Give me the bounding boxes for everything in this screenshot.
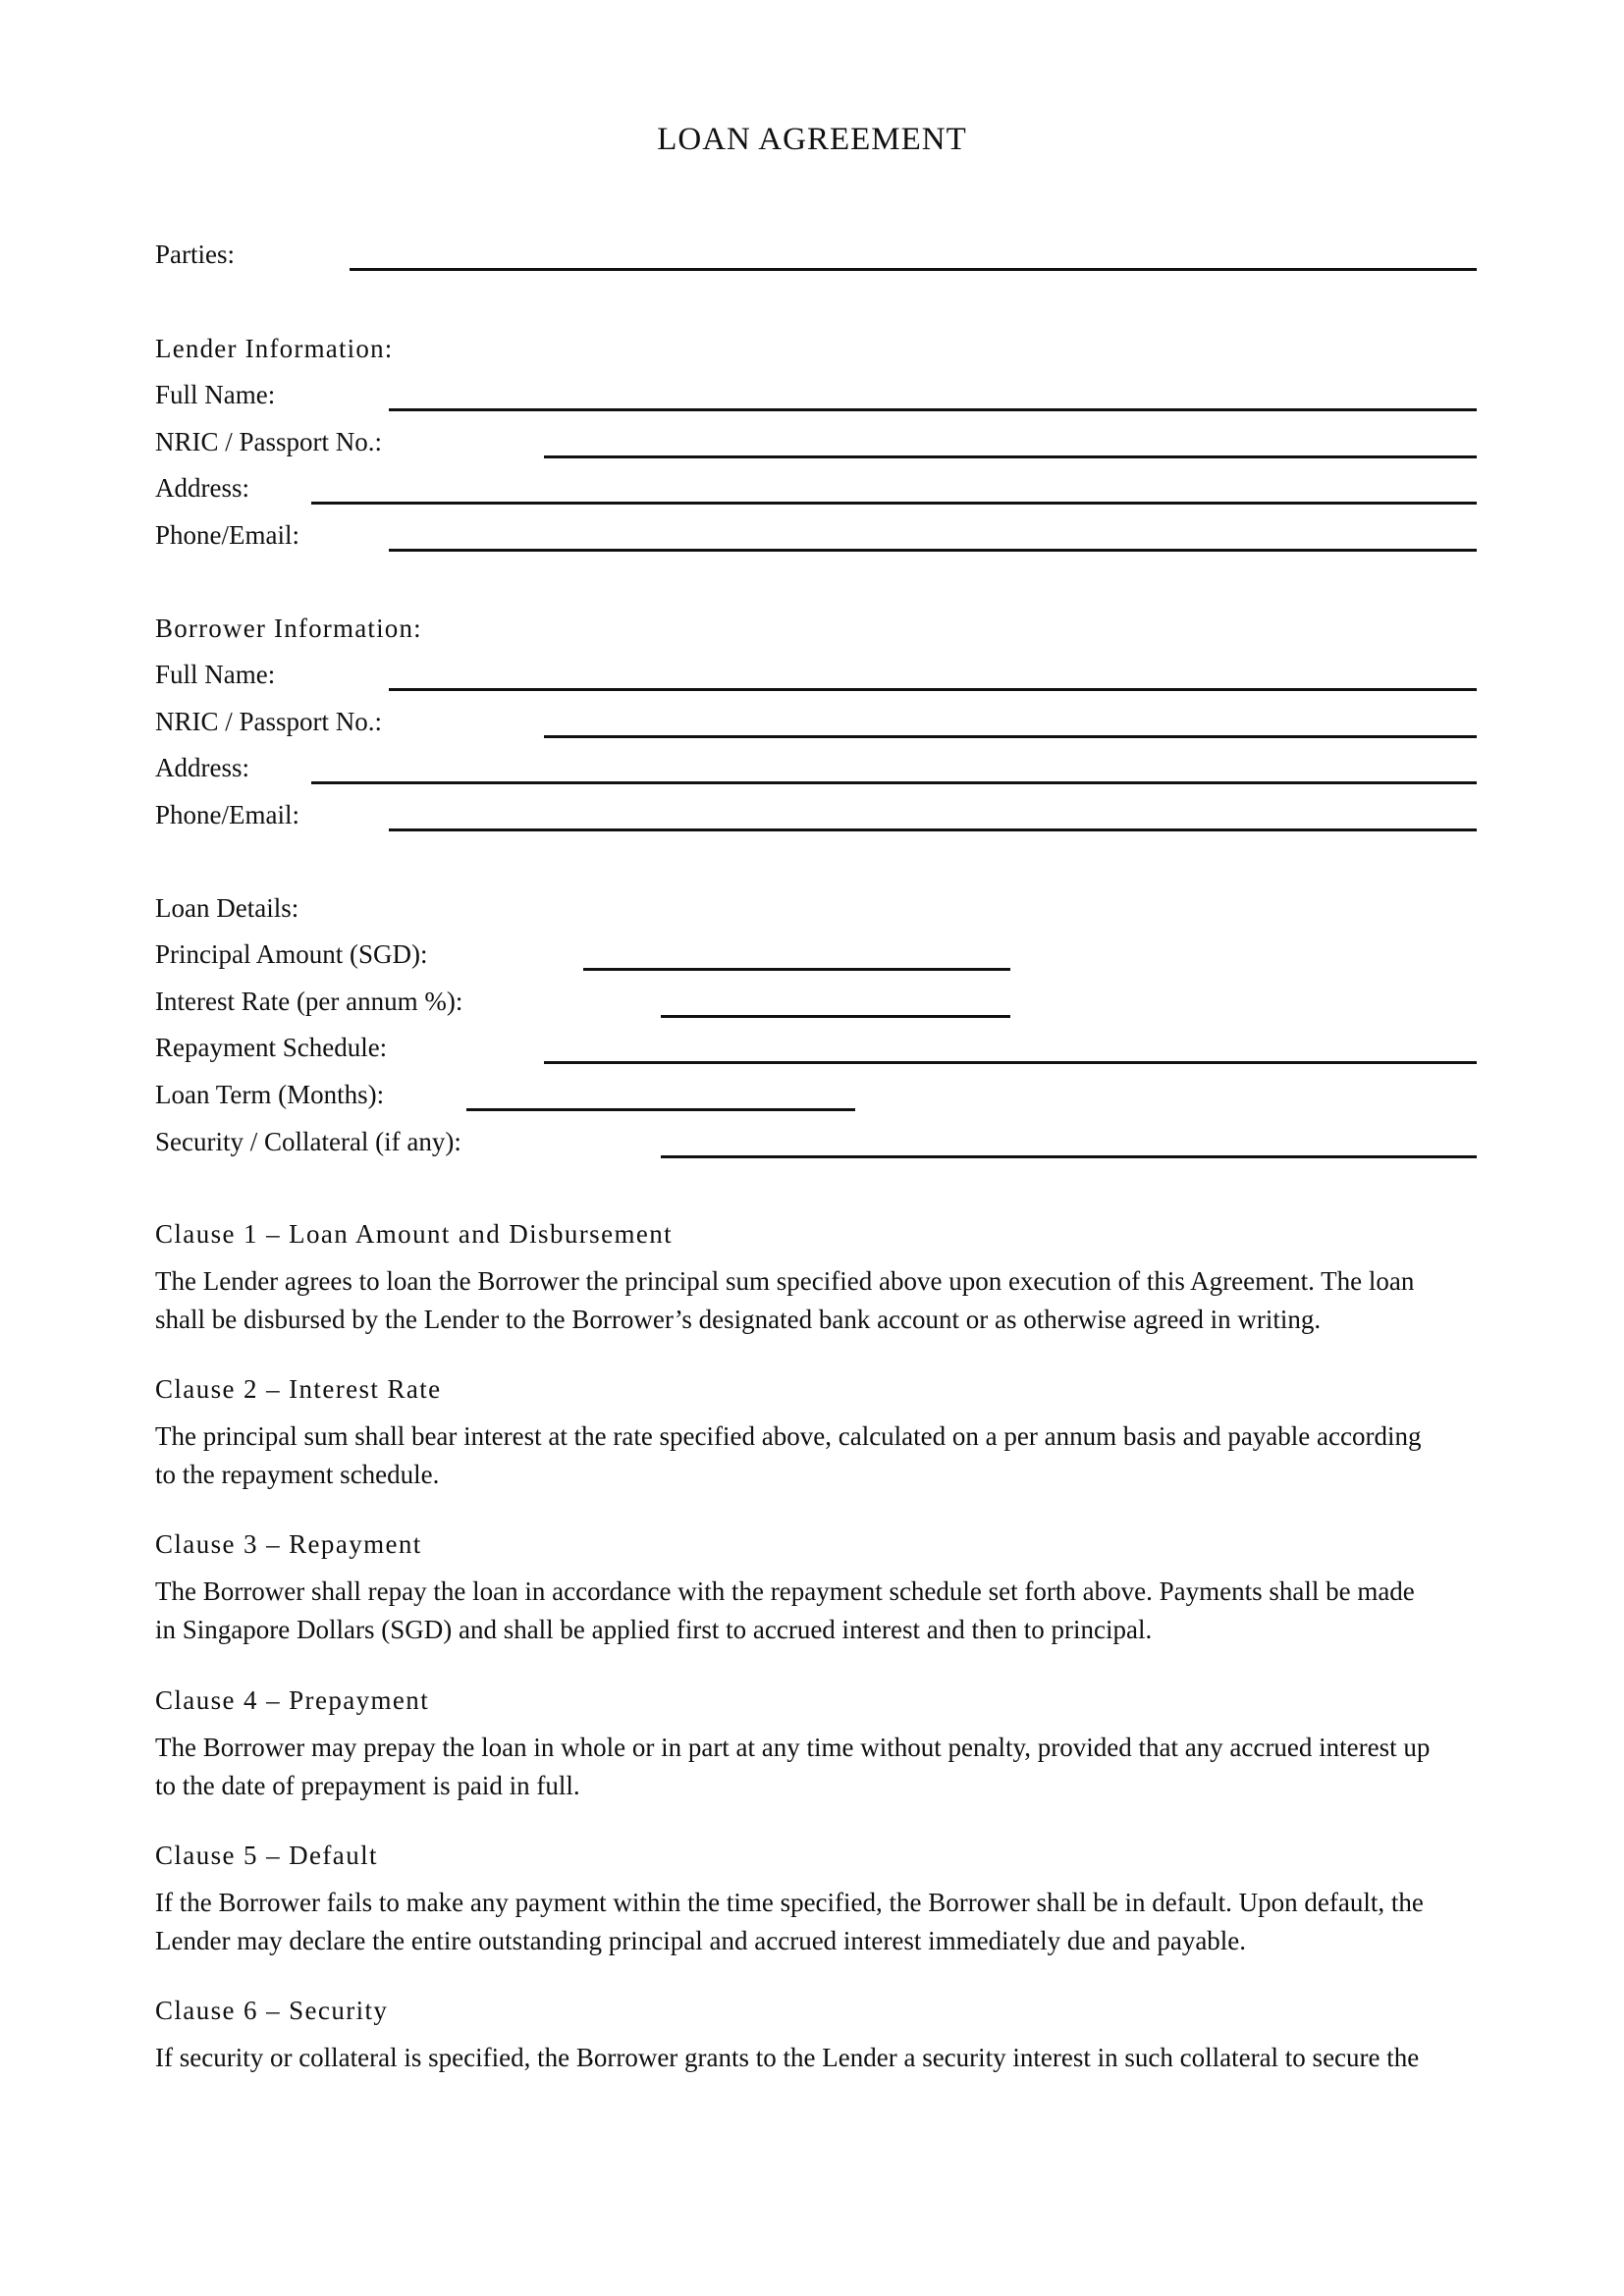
lender-address-field[interactable] — [311, 502, 1477, 505]
clause-3-text: in Singapore Dollars (SGD) and shall be applied first to accrued interest and then to principal. — [155, 1615, 1153, 1644]
borrower-nric-field[interactable] — [544, 735, 1477, 738]
borrower-full-name-field[interactable] — [389, 688, 1477, 691]
clause-5-text: If the Borrower fails to make any payment within the time specified, the Borrower shall be in default. Upon default, the — [155, 1888, 1424, 1917]
clause-1-text: The Lender agrees to loan the Borrower the principal sum specified above upon execution of this Agreement. The loan — [155, 1266, 1415, 1296]
clause-4-text: The Borrower may prepay the loan in whole or in part at any time without penalty, provided that any accrued interest up — [155, 1733, 1431, 1762]
lender-full-name-label: Full Name: — [155, 380, 276, 409]
clause-4-text: to the date of prepayment is paid in full. — [155, 1771, 580, 1800]
clause-5-heading: Clause 5 – Default — [155, 1841, 378, 1870]
parties-field[interactable] — [350, 268, 1477, 271]
clause-2-heading: Clause 2 – Interest Rate — [155, 1374, 442, 1404]
clause-3-heading: Clause 3 – Repayment — [155, 1529, 422, 1559]
borrower-heading: Borrower Information: — [155, 614, 422, 643]
repayment-schedule-label: Repayment Schedule: — [155, 1033, 388, 1062]
loan-term-label: Loan Term (Months): — [155, 1080, 385, 1109]
clause-5-text: Lender may declare the entire outstanding principal and accrued interest immediately due and payable. — [155, 1926, 1247, 1955]
principal-label: Principal Amount (SGD): — [155, 939, 428, 969]
security-field[interactable] — [661, 1155, 1477, 1158]
borrower-contact-label: Phone/Email: — [155, 800, 299, 829]
principal-field[interactable] — [583, 968, 1010, 971]
page-title: LOAN AGREEMENT — [657, 122, 967, 157]
borrower-address-field[interactable] — [311, 781, 1477, 784]
loan-details-heading: Loan Details: — [155, 893, 299, 923]
clause-4-heading: Clause 4 – Prepayment — [155, 1685, 430, 1715]
interest-rate-label: Interest Rate (per annum %): — [155, 987, 463, 1016]
lender-nric-label: NRIC / Passport No.: — [155, 427, 383, 456]
borrower-full-name-label: Full Name: — [155, 660, 276, 689]
lender-heading: Lender Information: — [155, 334, 394, 363]
clause-2-text: to the repayment schedule. — [155, 1460, 440, 1489]
borrower-address-label: Address: — [155, 753, 249, 782]
parties-label: Parties: — [155, 240, 235, 269]
clause-6-text: If security or collateral is specified, the Borrower grants to the Lender a security interest in such collateral to secure the — [155, 2043, 1420, 2072]
interest-rate-field[interactable] — [661, 1015, 1010, 1018]
clause-1-heading: Clause 1 – Loan Amount and Disbursement — [155, 1219, 674, 1249]
lender-contact-label: Phone/Email: — [155, 520, 299, 550]
clause-3-text: The Borrower shall repay the loan in accordance with the repayment schedule set forth above. Payments shall be made — [155, 1576, 1415, 1606]
clause-1-text: shall be disbursed by the Lender to the Borrower’s designated bank account or as otherwise agreed in writing. — [155, 1305, 1322, 1334]
borrower-nric-label: NRIC / Passport No.: — [155, 707, 383, 736]
clause-2-text: The principal sum shall bear interest at the rate specified above, calculated on a per annum basis and payable according — [155, 1421, 1422, 1451]
loan-term-field[interactable] — [466, 1108, 855, 1111]
lender-address-label: Address: — [155, 473, 249, 503]
borrower-contact-field[interactable] — [389, 828, 1477, 831]
security-label: Security / Collateral (if any): — [155, 1127, 461, 1156]
lender-full-name-field[interactable] — [389, 408, 1477, 411]
repayment-schedule-field[interactable] — [544, 1061, 1477, 1064]
lender-nric-field[interactable] — [544, 455, 1477, 458]
lender-contact-field[interactable] — [389, 549, 1477, 552]
clause-6-heading: Clause 6 – Security — [155, 1996, 389, 2025]
